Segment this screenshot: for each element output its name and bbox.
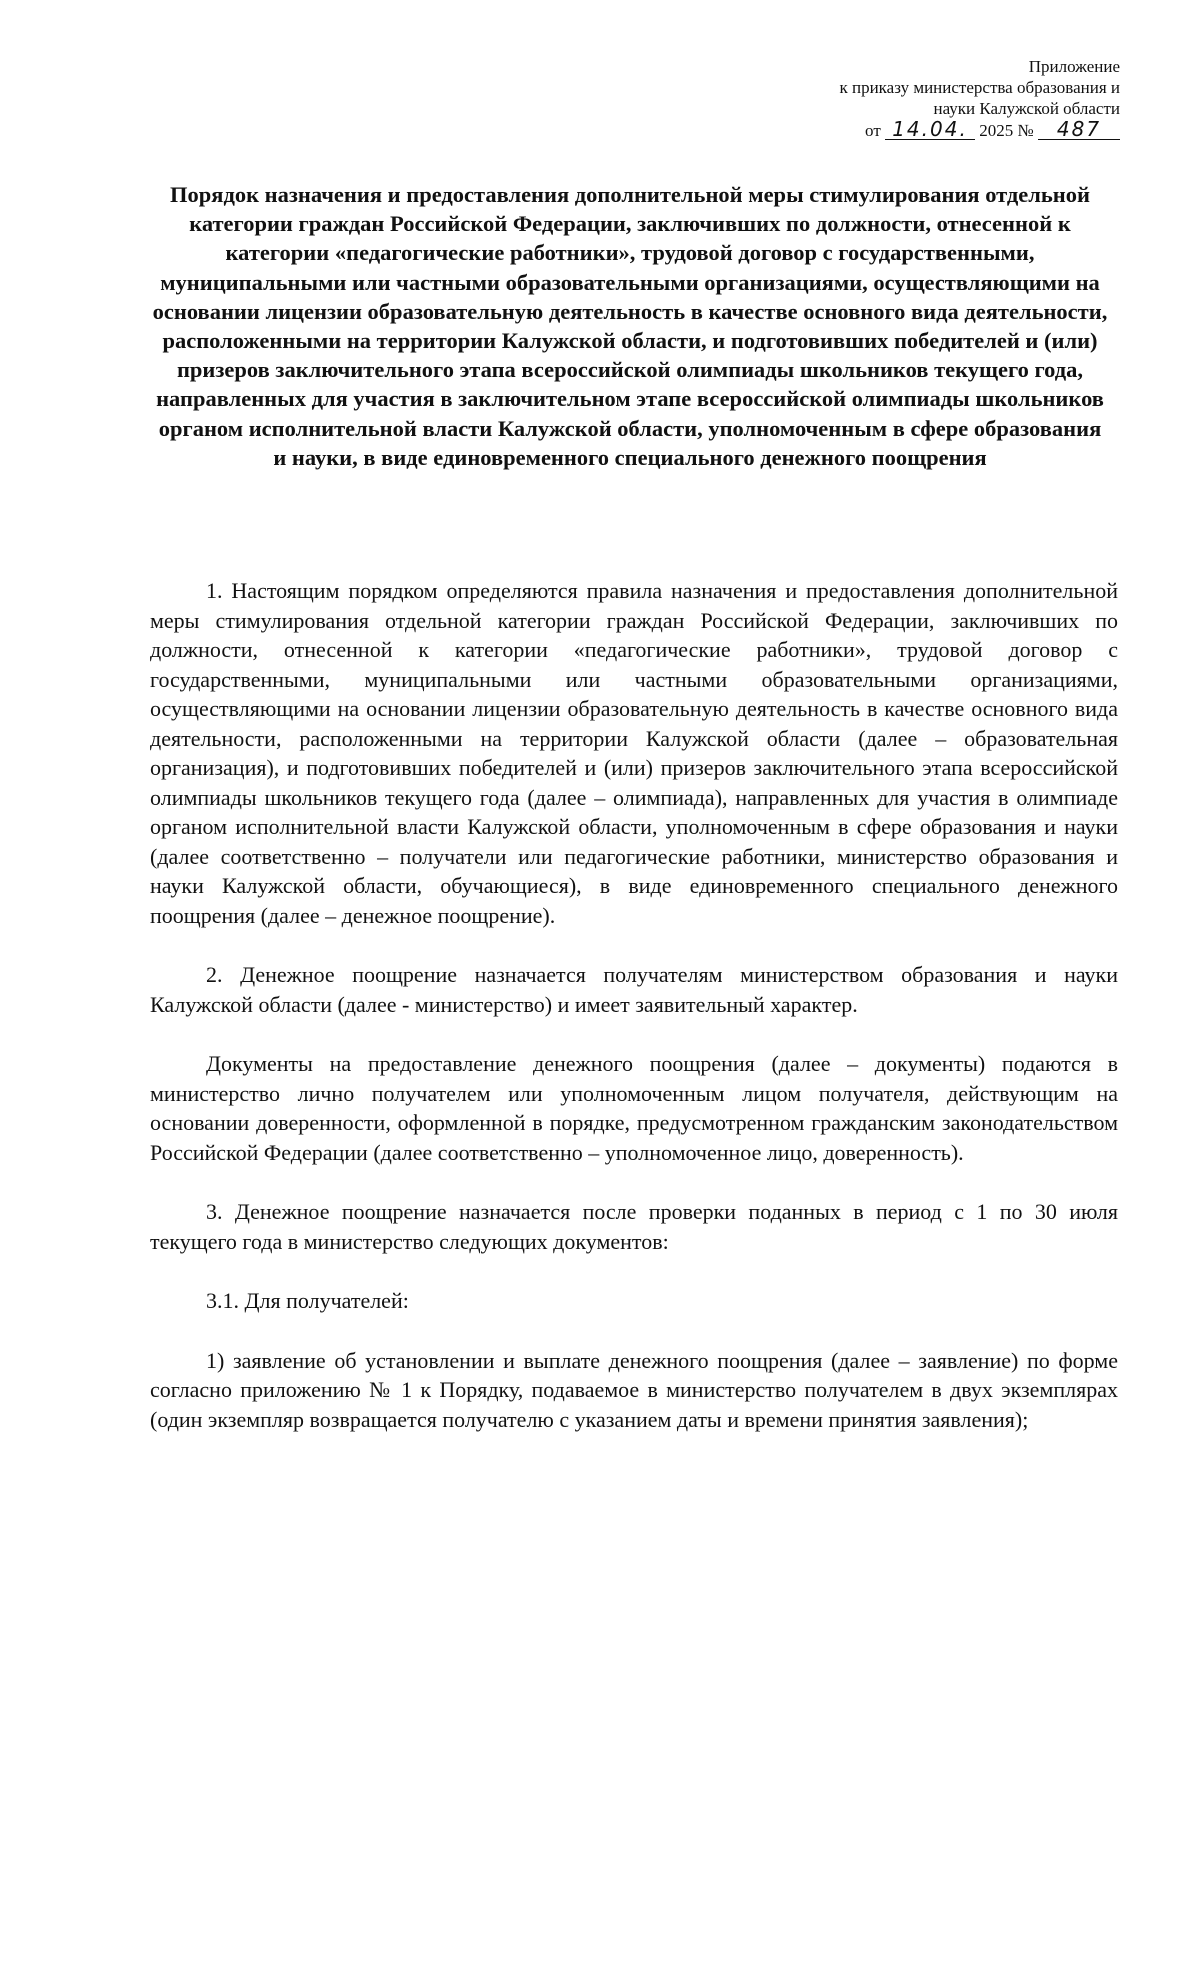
date-prefix: от (865, 121, 881, 140)
appendix-ministry-line: науки Калужской области (933, 99, 1120, 118)
handwritten-date: 14.04. (885, 119, 975, 140)
appendix-label: Приложение (1028, 57, 1120, 76)
paragraph-3-1-item-1: 1) заявление об установлении и выплате денежного поощрения (далее – заявление) по форме согласно приложению № 1 к Порядку, подаваемое в министерство получателем в двух экземплярах (один экземпляр возвращается получателю с указанием даты и времени принятия заявления); (150, 1347, 1118, 1432)
paragraph-1: 1. Настоящим порядком определяются правила назначения и предоставления дополнительной меры стимулирования отдельной категории граждан Российской Федерации, заключивших по должности, отнесенной к категории «педагогические работники», трудовой договор с государственными, муниципальными или частными образовательными организациями, осуществляющими на основании лицензии образовательную деятельность в качестве основного вида деятельности, расположенными на территории Калужской области (далее – образовательная организация), и подготовивших победителей и (или) призеров заключительного этапа всероссийской олимпиады школьников текущего года (далее – олимпиада), направленных для участия в олимпиаде органом исполнительной власти Калужской области, уполномоченным в сфере образования и науки (далее соответственно – получатели или педагогические работники, министерство образования и науки Калужской области, обучающиеся), в виде единовременного специального денежного поощрения (далее – денежное поощрение). (150, 578, 1118, 928)
year-and-number-label: 2025 № (979, 121, 1034, 140)
document-title: Порядок назначения и предоставления дополнительной меры стимулирования отдельной категории граждан Российской Федерации, заключивших по должности, отнесенной к категории «педагогические работники», трудовой договор с государственными, муниципальными или частными образовательными организациями, осуществляющими на основании лицензии образовательную деятельность в качестве основного вида деятельности, расположенными на территории Калужской области, и подготовивших победителей и (или) призеров заключительного этапа всероссийской олимпиады школьников текущего года, направленных для участия в заключительном этапе всероссийской олимпиады школьников органом исполнительной власти Калужской области, уполномоченным в сфере образования и науки, в виде единовременного специального денежного поощрения (152, 182, 1108, 470)
appendix-date-number-line (700, 119, 1120, 141)
appendix-header (700, 56, 1120, 141)
document-body (150, 576, 1118, 1464)
paragraph-3-1: 3.1. Для получателей: (206, 1288, 409, 1313)
paragraph-3: 3. Денежное поощрение назначается после проверки поданных в период с 1 по 30 июля текущего года в министерство следующих документов: (150, 1199, 1118, 1254)
paragraph-documents: Документы на предоставление денежного поощрения (далее – документы) подаются в министерство лично получателем или уполномоченным лицом получателя, действующим на основании доверенности, оформленной в порядке, предусмотренном гражданским законодательством Российской Федерации (далее соответственно – уполномоченное лицо, доверенность). (150, 1051, 1118, 1165)
appendix-order-line: к приказу министерства образования и (839, 78, 1120, 97)
handwritten-order-number: 487 (1038, 119, 1120, 140)
paragraph-2: 2. Денежное поощрение назначается получателям министерством образования и науки Калужской области (далее - министерство) и имеет заявительный характер. (150, 962, 1118, 1017)
